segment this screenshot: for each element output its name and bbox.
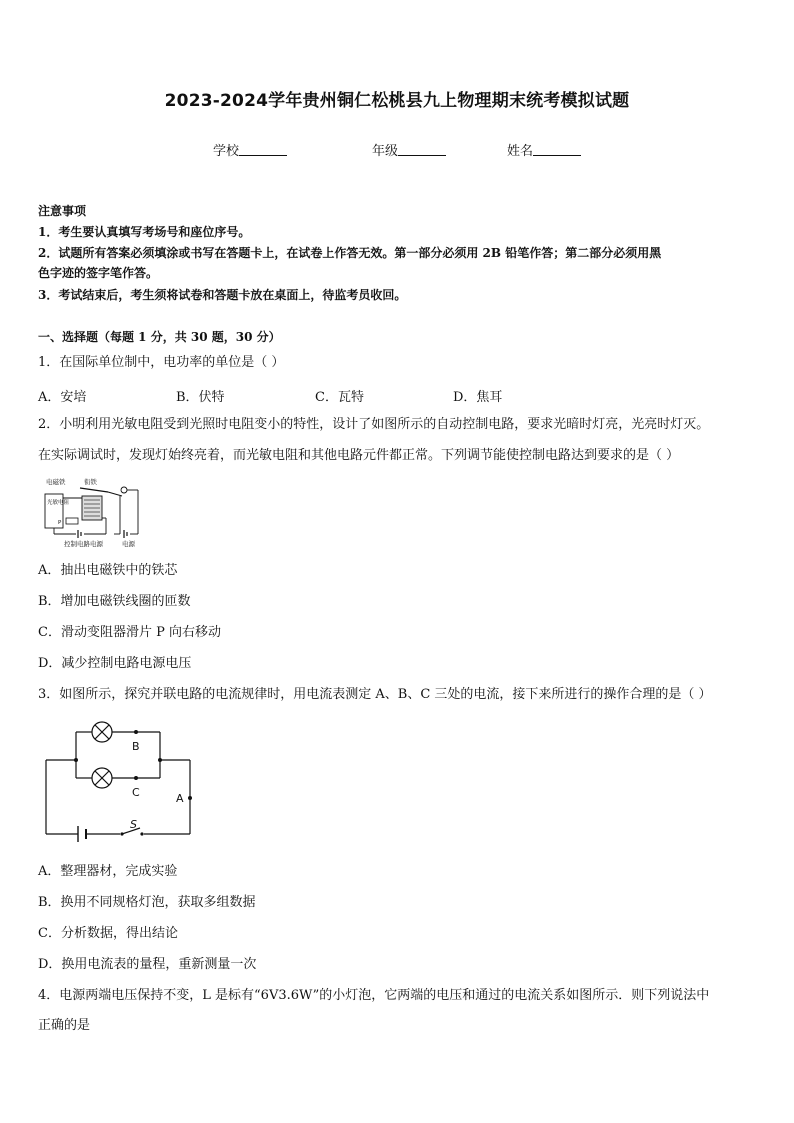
school-label: 学校 xyxy=(213,144,240,159)
section-heading: 一、选择题（每题 1 分，共 30 题，30 分） xyxy=(38,330,281,344)
name-field xyxy=(507,140,581,159)
switch-label: S xyxy=(130,818,137,831)
power-source-label: 电源 xyxy=(122,540,135,548)
q3-option-d: D．换用电流表的量程，重新测量一次 xyxy=(38,957,257,972)
lamp-icon xyxy=(121,487,127,493)
point-a-label: A xyxy=(176,792,184,805)
question-4-stem: 正确的是 xyxy=(38,1018,91,1033)
grade-blank xyxy=(398,143,446,156)
q3-parallel-circuit-figure xyxy=(40,718,200,850)
notice-item: 3．考试结束后，考生须将试卷和答题卡放在桌面上，待监考员收回。 xyxy=(38,288,407,302)
q3-option-a: A．整理器材，完成实验 xyxy=(38,864,178,879)
q1-option-d: D．焦耳 xyxy=(453,390,503,405)
question-1-stem: 1．在国际单位制中，电功率的单位是（ ） xyxy=(38,355,285,370)
question-2-stem: 在实际调试时，发现灯始终亮着，而光敏电阻和其他电路元件都正常。下列调节能使控制电路达到要求的是（ ） xyxy=(38,448,680,463)
armature-label: 衔铁 xyxy=(84,478,97,486)
photoresistor-label: 光敏电阻 xyxy=(47,500,70,506)
rheostat-icon xyxy=(66,518,78,524)
q2-option-d: D．减少控制电路电源电压 xyxy=(38,656,192,671)
q3-option-c: C．分析数据，得出结论 xyxy=(38,926,178,941)
electromagnet-label: 电磁铁 xyxy=(46,478,66,486)
question-2-stem: 2．小明利用光敏电阻受到光照时电阻变小的特性，设计了如图所示的自动控制电路，要求光暗时灯亮，光亮时灯灭。 xyxy=(38,417,710,432)
q2-option-b: B．增加电磁铁线圈的匝数 xyxy=(38,594,191,609)
q2-option-c: C．滑动变阻器滑片 P 向右移动 xyxy=(38,625,221,640)
notice-item: 1．考生要认真填写考场号和座位序号。 xyxy=(38,225,251,239)
slider-label: P xyxy=(58,520,62,526)
question-3-stem: 3．如图所示，探究并联电路的电流规律时，用电流表测定 A、B、C 三处的电流，接下来所进行的操作合理的是（ ） xyxy=(38,687,712,702)
school-field xyxy=(213,140,287,159)
q3-option-b: B．换用不同规格灯泡，获取多组数据 xyxy=(38,895,256,910)
page-title: 2023-2024学年贵州铜仁松桃县九上物理期末统考模拟试题 xyxy=(164,91,630,111)
school-blank xyxy=(239,143,287,156)
q1-option-b: B．伏特 xyxy=(176,390,225,405)
grade-label: 年级 xyxy=(372,144,399,159)
notice-item: 2．试题所有答案必须填涂或书写在答题卡上，在试卷上作答无效。第一部分必须用 2B 铅笔作答；第二部分必须用黑 xyxy=(38,246,662,260)
control-source-label: 控制电路电源 xyxy=(64,540,103,548)
name-label: 姓名 xyxy=(507,144,534,159)
grade-field xyxy=(372,140,446,159)
notice-item: 色字迹的签字笔作答。 xyxy=(38,266,159,280)
question-4-stem: 4．电源两端电压保持不变，L 是标有“6V3.6W”的小灯泡，它两端的电压和通过的电流关系如图所示．则下列说法中 xyxy=(38,988,710,1003)
name-blank xyxy=(533,143,581,156)
q2-option-a: A．抽出电磁铁中的铁芯 xyxy=(38,563,178,578)
q1-option-c: C．瓦特 xyxy=(315,390,364,405)
notice-heading: 注意事项 xyxy=(38,204,87,218)
point-b-label: B xyxy=(132,740,140,753)
q2-circuit-figure xyxy=(40,474,144,550)
q1-option-a: A．安培 xyxy=(38,390,87,405)
point-c-label: C xyxy=(132,786,140,799)
